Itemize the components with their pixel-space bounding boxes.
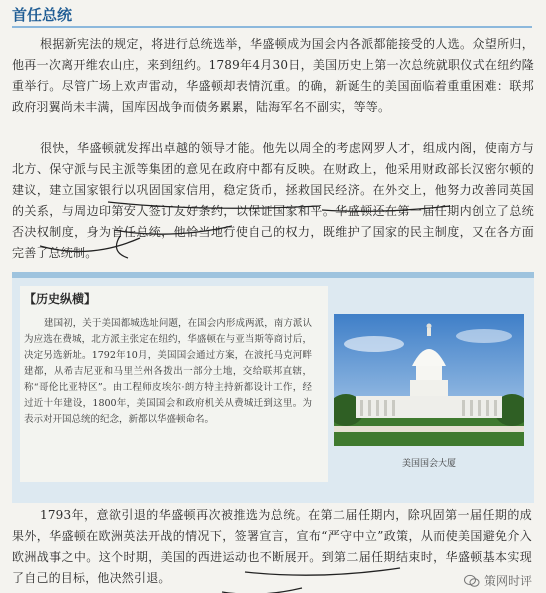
paragraph-3: 1793年，意欲引退的华盛顿再次被推选为总统。在第二届任期内，除巩固第一届任期的成果外，华盛顿在欧洲英法开战的情况下，签署宣言，宣布“严守中立”政策，从而使美国避免介入欧洲战事之中。这个时期，美国的西进运动也不断展开。到第二届任期结束时，华盛顿基本实现了自己的目标，他决然引退。 [12, 508, 532, 585]
paragraph-1: 根据新宪法的规定，将进行总统选举，华盛顿成为国会内各派都能接受的人选。众望所归，他再一次离开维农山庄，来到纽约。1789年4月30日，美国历史上第一次总统就职仪式在纽约隆重举行。尽管广场上欢声雷动，华盛顿却表情沉重。的确，新诞生的美国面临着重重困难：联邦政府羽翼尚未丰满，国库因战争而债务累累，陆海军名不副实，等等。 [12, 37, 534, 114]
sidebar-text: 建国初，关于美国都城选址问题，在国会内形成两派，南方派认为应选在费城，北方派主张定在纽约，华盛顿在与亚当斯等商讨后，决定另选新址。1792年10月，美国国会通过方案，在波托马克河畔建都，从希吉尼亚和马里兰州各拨出一部分土地，交给联邦直辖，称“哥伦比亚特区”。由工程师皮埃尔·朗方特主持新都设计工作，经过近十年建设，1800年，美国国会和政府机关从费城迁到这里。为表示对开国总统的纪念，新都以华盛顿命名。 [24, 318, 312, 425]
source-watermark [464, 572, 532, 589]
heading-rule [12, 26, 532, 28]
photo-caption: 美国国会大厦 [401, 459, 456, 469]
history-sidebar-box [12, 272, 534, 503]
watermark-text: 策网时评 [483, 574, 532, 588]
section-heading: 首任总统 [12, 6, 73, 24]
sidebar-title: 【历史纵横】 [24, 292, 97, 306]
capitol-photo [334, 314, 524, 446]
wechat-icon [464, 574, 480, 588]
capitol-building-icon [334, 314, 524, 446]
paragraph-2: 很快，华盛顿就发挥出卓越的领导才能。他先以周全的考虑网罗人才，组成内阁，使南方与北方、保守派与民主派等集团的意见在政府中都有反映。在财政上，他采用财政部长汉密尔顿的建议，建立国家银行以巩固国家信用，稳定货币，拯救国民经济。在外交上，他努力改善同英国的关系，与周边印第安人签订友好条约，以保证国家和平。华盛顿还在第一届任期内创立了总统否决权制度，身为首任总统，他恰当地行使自己的权力，既维护了国家的民主制度，又在各方面完善了总统制。 [12, 141, 534, 260]
